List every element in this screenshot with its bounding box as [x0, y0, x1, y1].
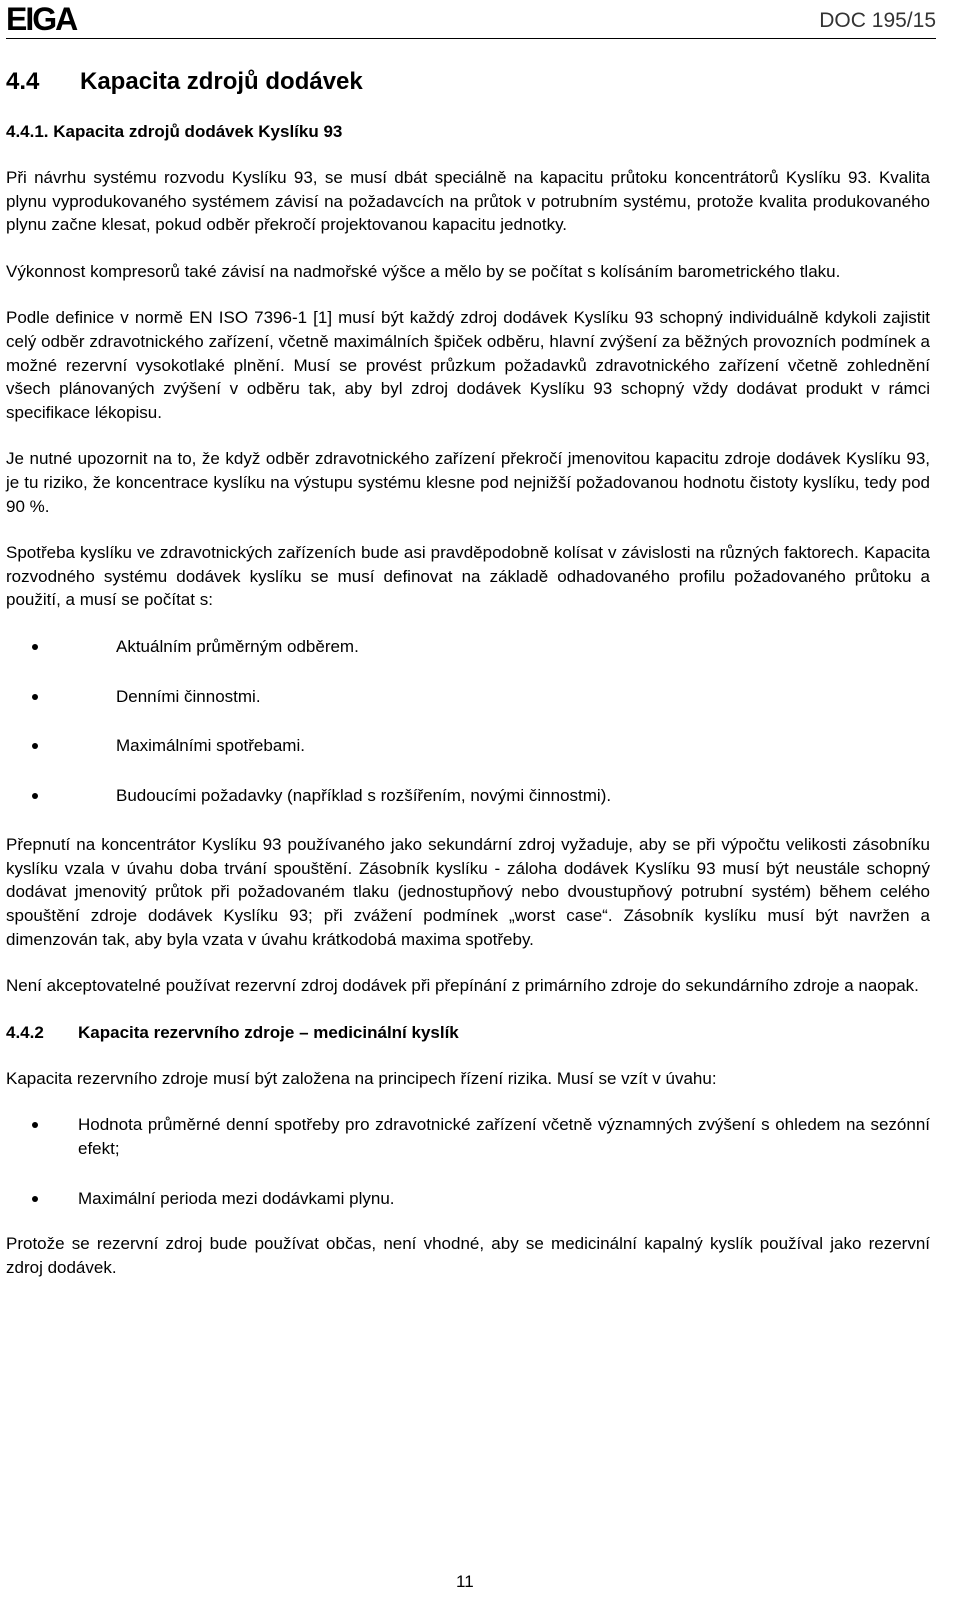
bullet-icon — [32, 1122, 38, 1128]
paragraph: Je nutné upozornit na to, že když odběr zdravotnického zařízení překročí jmenovitou kapacitu zdroje dodávek Kyslíku 93, je tu riziko, že koncentrace kyslíku na výstupu systému klesne pod nejnižší požadovanou hodnotu čistoty kyslíku, tedy pod 90 %. — [6, 449, 930, 516]
paragraph: Při návrhu systému rozvodu Kyslíku 93, se musí dbát speciálně na kapacitu průtoku koncentrátorů Kyslíku 93. Kvalita plynu vyprodukovaného systémem závisí na požadavcích na průtok v potrubním systému, protože kvalita produkovaného plynu začne klesat, pokud odběr překročí projektovanou kapacitu jednotky. — [6, 168, 930, 235]
paragraph: Není akceptovatelné používat rezervní zdroj dodávek při přepínání z primárního zdroje do sekundárního zdroje a naopak. — [6, 976, 919, 996]
document-number: DOC 195/15 — [819, 9, 936, 32]
bullet-icon — [32, 694, 38, 700]
section-heading — [6, 66, 930, 98]
list-item: Hodnota průměrné denní spotřeby pro zdravotnické zařízení včetně významných zvýšení s ohledem na sezónní efekt; — [6, 1113, 930, 1160]
subsection-heading-4-4-1: 4.4.1. Kapacita zdrojů dodávek Kyslíku 93 — [6, 122, 343, 141]
eiga-logo: EIGA — [6, 1, 77, 37]
list-item: Maximální perioda mezi dodávkami plynu. — [6, 1187, 930, 1211]
page-header — [6, 2, 936, 40]
bullet-icon — [32, 793, 38, 799]
list-item: Maximálními spotřebami. — [6, 734, 930, 758]
header-rule — [6, 38, 936, 39]
subsection-title: Kapacita rezervního zdroje – medicinální kyslík — [78, 1022, 459, 1042]
paragraph: Přepnutí na koncentrátor Kyslíku 93 používaného jako sekundární zdroj vyžaduje, aby se při výpočtu velikosti zásobníku kyslíku vzala v úvahu doba trvání spouštění. Zásobník kyslíku - záloha dodávek Kyslíku 93 musí být neustále schopný dodávat jmenovitý průtok při požadovaném tlaku (jednostupňový nebo dvoustupňový potrubní systém) během celého spouštění zdroje dodávek Kyslíku 93; při zvážení podmínek „worst case“. Zásobník kyslíku musí být navržen a dimenzován tak, aby byla vzata v úvahu krátkodobá maxima spotřeby. — [6, 835, 930, 949]
paragraph: Výkonnost kompresorů také závisí na nadmořské výšce a mělo by se počítat s kolísáním barometrického tlaku. — [6, 261, 841, 281]
section-number: 4.4 — [6, 68, 40, 95]
bullet-icon — [32, 743, 38, 749]
paragraph: Protože se rezervní zdroj bude používat občas, není vhodné, aby se medicinální kapalný kyslík používal jako rezervní zdroj dodávek. — [6, 1234, 930, 1277]
paragraph: Podle definice v normě EN ISO 7396-1 [1] musí být každý zdroj dodávek Kyslíku 93 schopný individuálně kdykoli zajistit celý odběr zdravotnického zařízení, včetně maximálních špiček odběru, hlavní zvýšení za běžných provozních podmínek a možné rezervní vysokotlaké plnění. Musí se provést průzkum požadavků zdravotnického zařízení včetně zohlednění všech plánovaných zvýšení v odběru tak, aby byl zdroj dodávek Kyslíku 93 schopný vždy dodávat produkt v rámci specifikace lékopisu. — [6, 308, 930, 422]
paragraph: Spotřeba kyslíku ve zdravotnických zařízeních bude asi pravděpodobně kolísat v závislosti na různých faktorech. Kapacita rozvodného systému dodávek kyslíku se musí definovat na základě odhadovaného profilu požadovaného průtoku a použití, a musí se počítat s: — [6, 543, 930, 610]
document-body — [6, 66, 930, 1302]
section-title: Kapacita zdrojů dodávek — [80, 68, 363, 95]
consumption-factors-list — [6, 635, 930, 807]
page-number: 11 — [456, 1572, 474, 1591]
list-item: Aktuálním průměrným odběrem. — [6, 635, 930, 659]
subsection-number: 4.4.2 — [6, 1022, 44, 1042]
list-item: Denními činnostmi. — [6, 685, 930, 709]
bullet-icon — [32, 1196, 38, 1202]
bullet-icon — [32, 644, 38, 650]
risk-factors-list — [6, 1113, 930, 1210]
list-item: Budoucími požadavky (například s rozšířením, novými činnostmi). — [6, 784, 930, 808]
subsection-heading-4-4-2 — [6, 1021, 930, 1045]
paragraph: Kapacita rezervního zdroje musí být založena na principech řízení rizika. Musí se vzít v úvahu: — [6, 1068, 717, 1088]
